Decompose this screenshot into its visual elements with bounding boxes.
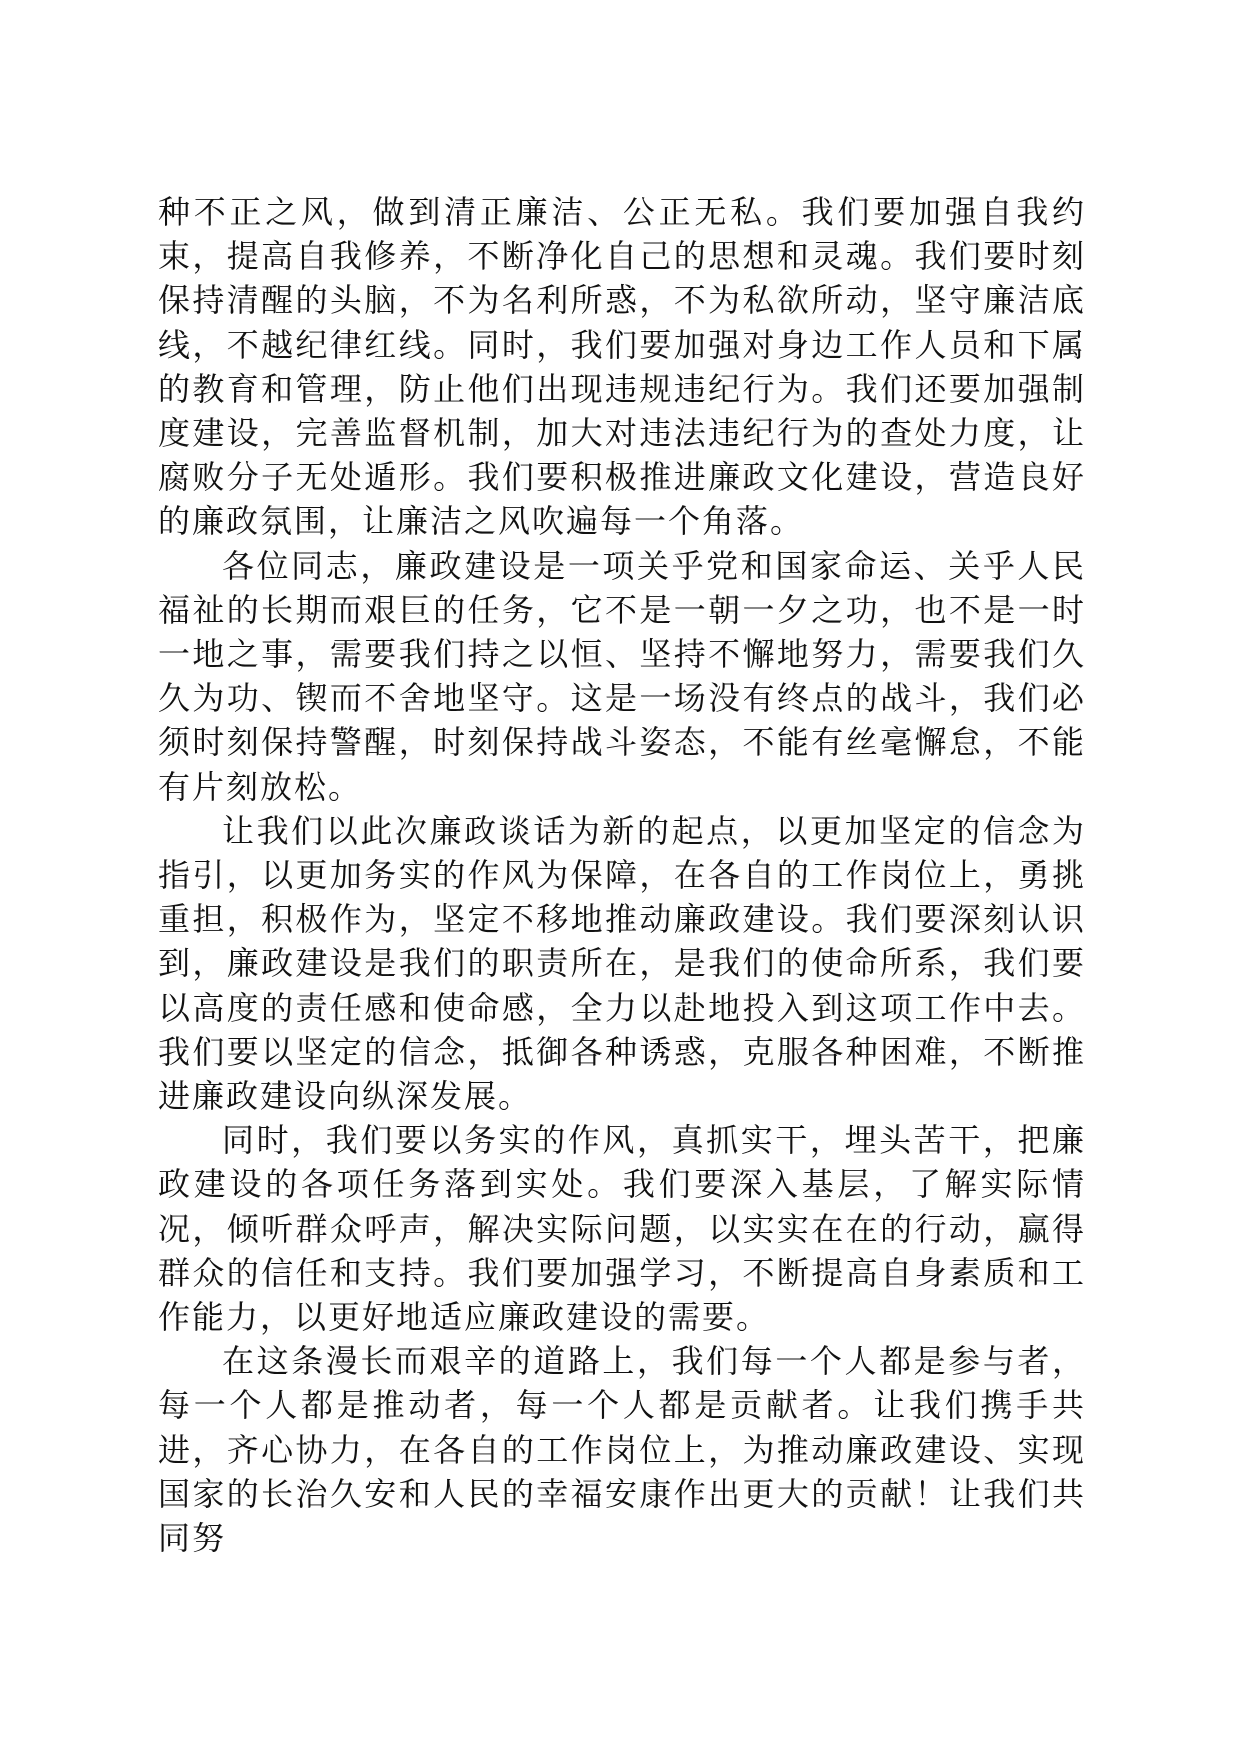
paragraph: 让我们以此次廉政谈话为新的起点，以更加坚定的信念为指引，以更加务实的作风为保障，在各自的工作岗位上，勇挑重担，积极作为，坚定不移地推动廉政建设。我们要深刻认识到，廉政建设是我们的职责所在，是我们的使命所系，我们要以高度的责任感和使命感，全力以赴地投入到这项工作中去。我们要以坚定的信念，抵御各种诱惑，克服各种困难，不断推进廉政建设向纵深发展。: [158, 811, 1086, 1116]
paragraph-continued: 种不正之风，做到清正廉洁、公正无私。我们要加强自我约束，提高自我修养，不断净化自己的思想和灵魂。我们要时刻保持清醒的头脑，不为名利所惑，不为私欲所动，坚守廉洁底线，不越纪律红线。同时，我们要加强对身边工作人员和下属的教育和管理，防止他们出现违规违纪行为。我们还要加强制度建设，完善监督机制，加大对违法违纪行为的查处力度，让腐败分子无处遁形。我们要积极推进廉政文化建设，营造良好的廉政氛围，让廉洁之风吹遍每一个角落。: [158, 193, 1086, 541]
body-text: [158, 190, 1086, 1560]
paragraph: 在这条漫长而艰辛的道路上，我们每一个人都是参与者，每一个人都是推动者，每一个人都是贡献者。让我们携手共进，齐心协力，在各自的工作岗位上，为推动廉政建设、实现国家的长治久安和人民的幸福安康作出更大的贡献！让我们共同努: [158, 1342, 1086, 1558]
paragraph: 各位同志，廉政建设是一项关乎党和国家命运、关乎人民福祉的长期而艰巨的任务，它不是一朝一夕之功，也不是一时一地之事，需要我们持之以恒、坚持不懈地努力，需要我们久久为功、锲而不舍地坚守。这是一场没有终点的战斗，我们必须时刻保持警醒，时刻保持战斗姿态，不能有丝毫懈怠，不能有片刻放松。: [158, 546, 1086, 806]
paragraph: 同时，我们要以务实的作风，真抓实干，埋头苦干，把廉政建设的各项任务落到实处。我们要深入基层，了解实际情况，倾听群众呼声，解决实际问题，以实实在在的行动，赢得群众的信任和支持。我们要加强学习，不断提高自身素质和工作能力，以更好地适应廉政建设的需要。: [158, 1121, 1086, 1337]
